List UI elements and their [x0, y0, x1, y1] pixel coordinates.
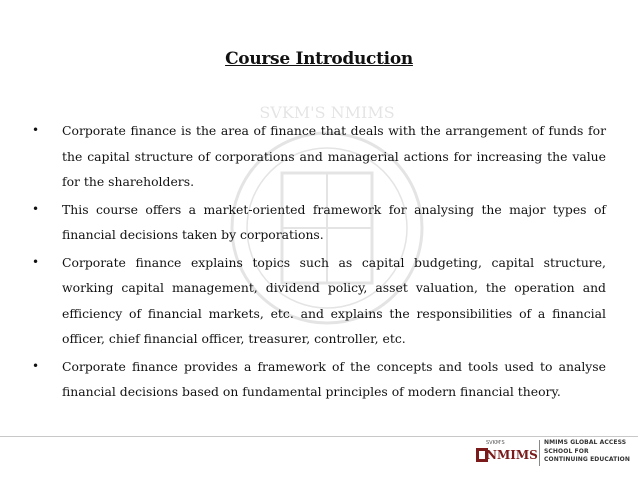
- bullet-dot-icon: •: [32, 358, 40, 373]
- logo-brand: NMIMS: [486, 448, 538, 462]
- bullet-text: Corporate finance explains topics such as capital budgeting, capital structure, working capital management, dividend policy, asset valuation, the operation and efficiency of financial markets, etc. and explains the responsibilities of a financial officer, chief financial officer, treasurer, controller, etc.: [62, 254, 606, 346]
- watermark-text: SVKM'S NMIMS: [259, 103, 395, 122]
- bullet-text: Corporate finance provides a framework of the concepts and tools used to analyse financial decisions based on fundamental principles of modern financial theory.: [62, 358, 606, 399]
- logo-divider: [539, 440, 540, 466]
- bullet-item: [32, 250, 606, 352]
- bullet-dot-icon: •: [32, 123, 40, 137]
- logo-line: NMIMS GLOBAL ACCESS: [544, 439, 627, 446]
- bullet-item: [32, 118, 606, 195]
- footer-logo: [476, 436, 630, 470]
- bullet-text: This course offers a market-oriented framework for analysing the major types of financial decisions taken by corporations.: [62, 201, 606, 242]
- nmims-logo-mark: [476, 436, 536, 470]
- slide-title: Course Introduction: [225, 49, 413, 69]
- bullet-dot-icon: •: [32, 254, 40, 269]
- bullet-dot-icon: •: [32, 201, 40, 216]
- bullet-item: [32, 354, 606, 405]
- logo-line: SCHOOL FOR: [544, 447, 589, 455]
- bullet-list: [32, 118, 606, 407]
- logo-school-name: [544, 439, 634, 465]
- bullet-text: Corporate finance is the area of finance that deals with the arrangement of funds for the capital structure of corporations and managerial actions for increasing the value for the shareholders.: [62, 123, 606, 189]
- logo-prefix: SVKM'S: [486, 440, 505, 446]
- logo-line: CONTINUING EDUCATION: [544, 456, 630, 463]
- bullet-item: [32, 197, 606, 248]
